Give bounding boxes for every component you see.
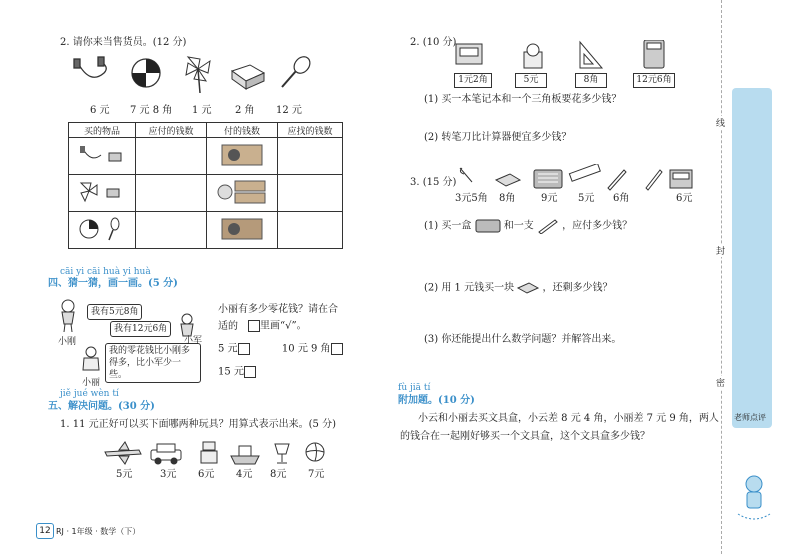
table-row (69, 175, 343, 212)
airplane-icon (105, 442, 141, 464)
extra-text-line2: 的钱合在一起刚好够买一个文具盒，这个文具盒多少钱？ (400, 431, 650, 442)
q3-items-row (456, 164, 696, 192)
box-icon (670, 170, 692, 188)
banknote-10-icon (220, 142, 264, 168)
goods-price-1: 6 元 (90, 105, 110, 116)
name-xiaojun: 小军 (184, 336, 203, 346)
volleyball-icon (306, 443, 324, 461)
right-q3-2 (424, 282, 612, 294)
right-q2-title: 2. (10 分) (410, 37, 457, 48)
price-tag-notebook: 1元2角 (454, 73, 492, 88)
section5-title: 五、解决问题。(30 分) (48, 401, 155, 412)
toy-price-4: 4元 (236, 469, 253, 480)
boat-icon (231, 446, 259, 464)
stationery-row (452, 40, 692, 72)
option-2-checkbox[interactable] (331, 343, 343, 355)
sales-table (68, 122, 343, 249)
speech-bubble-xiaojun: 我有12元6角 (110, 321, 171, 337)
triangle-ruler-icon (580, 42, 602, 68)
extra-title: 附加题。(10 分) (398, 395, 475, 406)
notebook-icon (456, 44, 482, 64)
goods-price-5: 12 元 (276, 105, 302, 116)
footer-text: RJ · 1年级 · 数学（下） (56, 527, 141, 536)
q1-text: 1. 11 元正好可以买下面哪两种玩具？用算式表示出来。(5 分) (60, 419, 336, 430)
q3-price-2: 8角 (499, 193, 516, 204)
q3-1-text-a: (1) 买一盒 (424, 220, 472, 232)
right-q3-title: 3. (15 分) (410, 177, 457, 188)
speech-bubble-xiaoli: 我的零花钱比小刚多得多，比小军少一些。 (105, 343, 201, 383)
pen-icon (646, 170, 662, 190)
right-q2-2: (2) 转笔刀比计算器便宜多少钱？ (424, 132, 572, 143)
ball-icon (132, 59, 160, 87)
teacher-comment-label: 老师点评 (734, 413, 766, 422)
jump-rope-and-eraser-icon (77, 143, 127, 167)
table-header: 应找的钱数 (278, 123, 343, 138)
page-number: 12 (36, 523, 54, 539)
table-row (69, 138, 343, 175)
toys-row (103, 440, 333, 466)
goods-icons-row (70, 55, 350, 95)
table-header: 应付的钱数 (136, 123, 207, 138)
eraser-small-icon (517, 282, 539, 294)
eraser-icon (232, 65, 264, 89)
guess-question-text-2: 里画“√”。 (260, 320, 307, 332)
pencil-case-icon (475, 218, 501, 234)
goods-price-2: 7 元 8 角 (130, 105, 173, 116)
guess-question-text: 小丽有多少零花钱？请在合适的 (218, 304, 338, 332)
goods-price-3: 1 元 (192, 105, 212, 116)
toy-price-3: 6元 (198, 469, 215, 480)
answer-cell[interactable] (136, 212, 207, 249)
price-tag-sharpener: 5元 (515, 73, 547, 88)
pencil-case-icon (534, 170, 562, 188)
jump-rope-icon (74, 57, 106, 77)
q3-1-text-c: ，应付多少钱？ (562, 220, 633, 232)
option-3-checkbox[interactable] (244, 366, 256, 378)
pinwheel-and-eraser-icon (77, 179, 127, 205)
ball-and-racket-icon (77, 216, 127, 242)
table-row (69, 212, 343, 249)
right-q3-3: (3) 你还能提出什么数学问题？并解答出来。 (424, 334, 622, 345)
pin-icon (460, 168, 472, 182)
left-q2-title: 2. 请你来当售货员。(12 分) (60, 37, 187, 48)
trophy-icon (275, 444, 289, 463)
answer-box[interactable] (248, 320, 260, 332)
q3-price-1: 3元5角 (455, 193, 488, 204)
eraser-small-icon (496, 174, 520, 186)
q3-price-4: 5元 (578, 193, 595, 204)
margin-char-line: 线 (716, 116, 725, 129)
pencil-sharpener-icon (524, 44, 542, 68)
name-xiaogang: 小刚 (58, 337, 77, 347)
answer-cell[interactable] (278, 138, 343, 175)
option-2-label: 10 元 9 角 (281, 343, 331, 355)
extra-pinyin: fù jiā tí (398, 383, 431, 393)
right-q3-1 (424, 218, 632, 234)
q3-price-6: 6元 (676, 193, 693, 204)
price-tag-ruler: 8角 (575, 73, 607, 88)
price-tag-calculator: 12元6角 (633, 73, 675, 88)
badminton-racket-icon (282, 55, 313, 87)
guess-question-line2 (218, 320, 307, 332)
binding-line (721, 0, 722, 554)
speech-bubble-xiaogang: 我有5元8角 (87, 304, 142, 320)
extra-text-line1: 小云和小丽去买文具盒，小云差 8 元 4 角，小丽差 7 元 9 角，两人 (418, 413, 719, 424)
banknote-20-icon (220, 216, 264, 242)
section5-pinyin: jiě jué wèn tí (60, 389, 119, 399)
right-q2-1: (1) 买一本笔记本和一个三角板要花多少钱？ (424, 94, 622, 105)
option-1-checkbox[interactable] (238, 343, 250, 355)
option-1-label: 5 元 (218, 343, 238, 355)
answer-cell[interactable] (136, 175, 207, 212)
pencil-icon (608, 170, 626, 190)
option-3-label: 15 元 (218, 366, 244, 378)
toy-price-2: 3元 (160, 469, 177, 480)
table-header: 付的钱数 (207, 123, 278, 138)
robot-icon (201, 442, 217, 463)
q3-price-3: 9元 (541, 193, 558, 204)
boy-xiaogang-icon (56, 298, 80, 334)
margin-char-seal: 封 (716, 244, 725, 257)
q3-2-text-a: (2) 用 1 元钱买一块 (424, 282, 515, 294)
mascot-icon (734, 470, 774, 522)
option-row (218, 343, 343, 355)
table-header: 买的物品 (69, 123, 136, 138)
teacher-comment-panel (732, 88, 772, 428)
answer-cell[interactable] (278, 175, 343, 212)
toy-price-5: 8元 (270, 469, 287, 480)
coin-and-banknotes-icon (217, 177, 267, 207)
pencil-icon (537, 218, 559, 234)
q3-2-text-b: ，还剩多少钱？ (542, 282, 613, 294)
ruler-icon (569, 164, 600, 181)
option-row-2 (218, 366, 256, 378)
name-xiaoli: 小丽 (82, 378, 101, 388)
answer-cell[interactable] (278, 212, 343, 249)
answer-cell[interactable] (136, 138, 207, 175)
calculator-icon (644, 40, 664, 68)
section4-pinyin: cāi yi cāi huà yi huà (60, 267, 151, 277)
toy-price-1: 5元 (116, 469, 133, 480)
pinwheel-icon (186, 57, 210, 93)
toy-price-6: 7元 (308, 469, 325, 480)
girl-xiaoli-icon (80, 345, 102, 375)
q3-price-5: 6角 (613, 193, 630, 204)
margin-char-secret: 密 (716, 376, 725, 389)
section4-title: 四、猜一猜，画一画。(5 分) (48, 278, 178, 289)
goods-price-4: 2 角 (235, 105, 255, 116)
car-icon (151, 444, 181, 464)
q3-1-text-b: 和一支 (503, 220, 534, 232)
